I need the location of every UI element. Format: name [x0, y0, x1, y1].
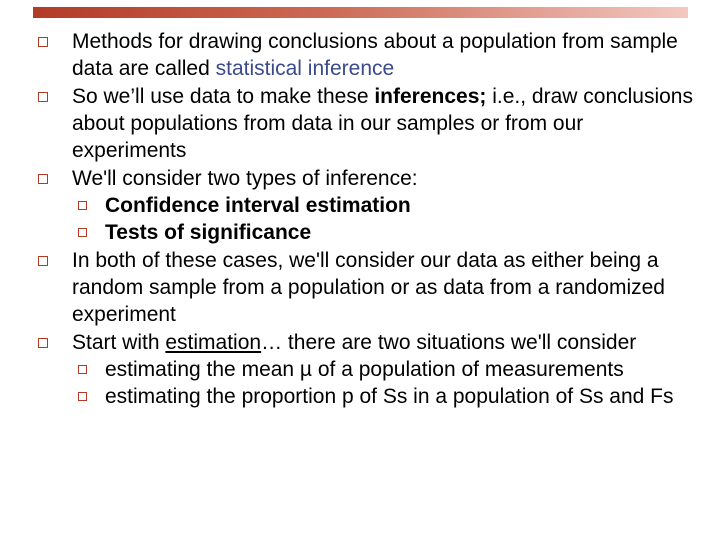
square-bullet-icon	[38, 174, 48, 184]
estimation-term: estimation	[165, 331, 262, 354]
inference-types-list	[72, 192, 698, 246]
bullet-inference-types	[38, 165, 698, 246]
bullet-text: Methods for drawing conclusions about a population from sample data are called	[72, 30, 678, 80]
statistical-inference-term: statistical inference	[215, 57, 395, 80]
sub-bullet-estimate-mean	[72, 356, 698, 383]
bullet-text-post: i.e., draw conclusions about populations from data in our samples or from our experiments	[72, 85, 693, 162]
sub-bullet-significance-tests	[72, 219, 698, 246]
bullet-estimation	[38, 329, 698, 410]
square-bullet-icon	[78, 201, 87, 210]
title-accent-bar	[33, 7, 688, 18]
inferences-term: inferences;	[374, 85, 487, 108]
sub-bullet-text: estimating the proportion p of Ss in a population of Ss and Fs	[105, 385, 674, 408]
bullet-data-sources	[38, 247, 698, 328]
bullet-text-pre: Start with	[72, 331, 166, 354]
sub-bullet-text: Confidence interval estimation	[105, 194, 411, 217]
sub-bullet-text: Tests of significance	[105, 221, 312, 244]
bullet-text-pre: So we’ll use data to make these	[72, 85, 375, 108]
square-bullet-icon	[38, 338, 48, 348]
bullet-inferences	[38, 83, 698, 164]
bullet-text-post: … there are two situations we'll consider	[261, 331, 637, 354]
sub-bullet-text: estimating the mean µ of a population of measurements	[105, 358, 624, 381]
square-bullet-icon	[38, 92, 48, 102]
bullet-inference-definition	[38, 28, 698, 82]
bullet-text: We'll consider two types of inference:	[72, 167, 418, 190]
bullet-text: In both of these cases, we'll consider our data as either being a random sample from a population or as data from a randomized experiment	[72, 249, 665, 326]
slide-body	[38, 28, 698, 411]
sub-bullet-confidence-interval	[72, 192, 698, 219]
square-bullet-icon	[38, 256, 48, 266]
square-bullet-icon	[78, 365, 87, 374]
square-bullet-icon	[78, 392, 87, 401]
square-bullet-icon	[38, 37, 48, 47]
sub-bullet-estimate-proportion	[72, 383, 698, 410]
square-bullet-icon	[78, 228, 87, 237]
estimation-situations-list	[72, 356, 698, 410]
